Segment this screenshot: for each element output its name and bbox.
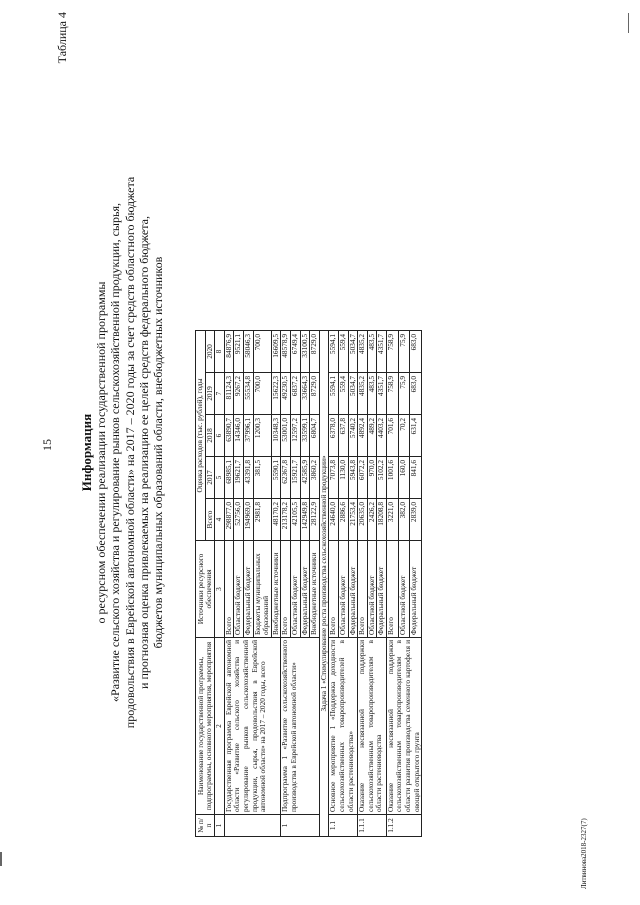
amount-cell: 42585,9 [300, 457, 310, 499]
amount-cell: 43391,8 [243, 457, 253, 499]
amount-cell: 3860,2 [310, 457, 320, 499]
row-name: Оказание несвязанной поддержки сельскохозяйственным товаропроизводителям в области растениеводства [358, 638, 387, 815]
header-year: 2020 [205, 331, 215, 373]
amount-cell: 6378,0 [329, 415, 339, 457]
amount-cell: 37996,1 [243, 415, 253, 457]
amount-cell: 52756,0 [234, 499, 244, 541]
amount-cell: 84876,9 [224, 331, 234, 373]
amount-cell: 160,0 [398, 457, 410, 499]
amount-cell: 5943,8 [348, 457, 358, 499]
amount-cell: 2886,6 [338, 499, 348, 541]
header-year: 2018 [205, 415, 215, 457]
document-code: Литвинова2018-2327(7) [580, 818, 588, 889]
column-index-row [215, 331, 225, 837]
amount-cell: 9267,2 [234, 373, 244, 415]
row-name: Оказание несвязанной поддержки сельскохозяйственным товаропроизводителям в области развития производства семенного картофеля и овощей открытого грунта [386, 638, 421, 815]
amount-cell: 33599,1 [300, 415, 310, 457]
amount-cell: 55534,8 [243, 373, 253, 415]
funding-source: Всего [329, 541, 339, 638]
amount-cell: 33100,5 [300, 331, 310, 373]
funding-source: Федеральный бюджет [348, 541, 358, 638]
amount-cell: 841,6 [410, 457, 422, 499]
amount-cell: 15921,7 [290, 457, 300, 499]
funding-source: Внебюджетные источники [310, 541, 320, 638]
header-year: 2017 [205, 457, 215, 499]
funding-source: Областной бюджет [398, 541, 410, 638]
column-index: 3 [215, 541, 225, 638]
amount-cell: 42105,5 [290, 499, 300, 541]
amount-cell: 6749,4 [290, 331, 300, 373]
amount-cell: 298877,0 [224, 499, 234, 541]
column-index: 7 [215, 373, 225, 415]
amount-cell: 28122,9 [310, 499, 320, 541]
header-year: 2019 [205, 373, 215, 415]
funding-source: Областной бюджет [234, 541, 244, 638]
row-number: 1.1.1 [358, 815, 387, 837]
amount-cell: 16609,5 [271, 331, 281, 373]
funding-source: Федеральный бюджет [300, 541, 310, 638]
amount-cell: 48170,2 [271, 499, 281, 541]
amount-cell: 4835,2 [358, 373, 368, 415]
amount-cell: 2839,0 [410, 499, 422, 541]
funding-source: Федеральный бюджет [377, 541, 387, 638]
header-total: Всего [205, 499, 215, 541]
amount-cell: 68985,1 [224, 457, 234, 499]
amount-cell: 1001,6 [386, 457, 398, 499]
amount-cell: 9521,1 [234, 331, 244, 373]
row-number: 1.1.2 [386, 815, 421, 837]
page-number: 15 [40, 439, 54, 451]
amount-cell: 62367,8 [281, 457, 291, 499]
funding-source: Внебюджетные источники [271, 541, 281, 638]
amount-cell: 637,8 [338, 415, 348, 457]
row-name: Основное мероприятие 1 «Поддержка доходности сельскохозяйственных товаропроизводителей в области растениеводства» [329, 638, 358, 815]
header-source: Источники ресурсного обеспечения [196, 541, 215, 638]
heading-line: о ресурсном обеспечении реализации государственной программы [94, 281, 109, 624]
funding-source: Областной бюджет [367, 541, 377, 638]
amount-cell: 33664,3 [300, 373, 310, 415]
amount-cell: 483,5 [367, 373, 377, 415]
amount-cell: 700,0 [253, 331, 271, 373]
heading-line: Информация [79, 413, 94, 492]
amount-cell: 142949,8 [300, 499, 310, 541]
amount-cell: 758,9 [386, 373, 398, 415]
amount-cell: 194969,0 [243, 499, 253, 541]
amount-cell: 970,0 [367, 457, 377, 499]
document-heading [80, 0, 165, 905]
amount-cell: 1130,0 [338, 457, 348, 499]
amount-cell: 4351,7 [377, 331, 387, 373]
row-number: 1.1 [329, 815, 358, 837]
amount-cell: 8729,0 [310, 373, 320, 415]
amount-cell: 5594,1 [329, 331, 339, 373]
column-index: 6 [215, 415, 225, 457]
amount-cell: 63890,7 [224, 415, 234, 457]
funding-source: Всего [386, 541, 398, 638]
column-index: 4 [215, 499, 225, 541]
column-index: 8 [215, 331, 225, 373]
amount-cell: 48578,9 [281, 331, 291, 373]
amount-cell: 758,9 [386, 331, 398, 373]
amount-cell: 3221,0 [386, 499, 398, 541]
amount-cell: 75,9 [398, 373, 410, 415]
amount-cell: 10348,3 [271, 415, 281, 457]
heading-line: бюджетов муниципальных образований области, внебюджетных источников [151, 256, 166, 649]
table-number: Таблица 4 [55, 12, 69, 64]
row-name: Подпрограмма 1 «Развитие сельскохозяйственного производства в Еврейской автономной области» [281, 638, 319, 815]
table-row [386, 331, 398, 837]
amount-cell: 19621,7 [234, 457, 244, 499]
amount-cell: 53001,0 [281, 415, 291, 457]
amount-cell: 4351,7 [377, 373, 387, 415]
amount-cell: 683,0 [410, 331, 422, 373]
table-row [281, 331, 291, 837]
amount-cell: 15622,3 [271, 373, 281, 415]
amount-cell: 213178,2 [281, 499, 291, 541]
amount-cell: 49230,5 [281, 373, 291, 415]
heading-line: и прогнозная оценка привлекаемых на реализацию ее целей средств федерального бюджета, [136, 216, 151, 689]
amount-cell: 70,2 [398, 415, 410, 457]
funding-source: Всего [224, 541, 234, 638]
amount-cell: 701,6 [386, 415, 398, 457]
amount-cell: 1200,3 [253, 415, 271, 457]
amount-cell: 81124,3 [224, 373, 234, 415]
row-number: 1 [281, 815, 319, 837]
amount-cell: 700,0 [253, 373, 271, 415]
heading-line: «Развитие сельского хозяйства и регулирование рынков сельскохозяйственной продукции, сырья, [108, 203, 123, 702]
amount-cell: 75,9 [398, 331, 410, 373]
amount-cell: 12597,2 [290, 415, 300, 457]
table-row [358, 331, 368, 837]
amount-cell: 382,0 [398, 499, 410, 541]
amount-cell: 20635,0 [358, 499, 368, 541]
amount-cell: 5034,7 [348, 373, 358, 415]
header-num: № п/п [196, 815, 215, 837]
table-header-row [196, 331, 206, 837]
heading-line: продовольствия в Еврейской автономной области» на 2017 – 2020 годы за счет средств областного бюджета [122, 176, 137, 729]
column-index: 2 [215, 638, 225, 815]
resource-table [195, 330, 422, 837]
amount-cell: 5034,7 [348, 331, 358, 373]
amount-cell: 631,4 [410, 415, 422, 457]
funding-source: Областной бюджет [338, 541, 348, 638]
column-index: 1 [215, 815, 225, 837]
amount-cell: 5740,2 [348, 415, 358, 457]
column-index: 5 [215, 457, 225, 499]
table-body [196, 331, 422, 837]
amount-cell: 58046,3 [243, 331, 253, 373]
amount-cell: 7073,8 [329, 457, 339, 499]
task-title: Задача 1 «Стимулирование роста производства сельскохозяйственной продукции» [319, 331, 329, 837]
amount-cell: 21753,4 [348, 499, 358, 541]
funding-source: Федеральный бюджет [243, 541, 253, 638]
amount-cell: 2426,2 [367, 499, 377, 541]
header-estimate: Оценка расходов (тыс. рублей), годы [196, 331, 206, 541]
amount-cell: 2981,8 [253, 499, 271, 541]
amount-cell: 6072,2 [358, 457, 368, 499]
amount-cell: 381,5 [253, 457, 271, 499]
amount-cell: 5102,2 [377, 457, 387, 499]
amount-cell: 489,2 [367, 415, 377, 457]
amount-cell: 4835,2 [358, 331, 368, 373]
amount-cell: 14346,0 [234, 415, 244, 457]
table-row [329, 331, 339, 837]
amount-cell: 559,4 [338, 331, 348, 373]
amount-cell: 683,0 [410, 373, 422, 415]
amount-cell: 8729,0 [310, 331, 320, 373]
amount-cell: 483,5 [367, 331, 377, 373]
row-name: Государственная программа Еврейской автономной области «Развитие сельского хозяйства и регулирование рынков сельскохозяйственной продукции, сырья, продовольствия в Еврейской автономной области» на 2017 – 2020 годы, всего [224, 638, 281, 815]
header-name: Наименование государственной программы, подпрограммы, основного мероприятия, мероприятия [196, 638, 215, 815]
amount-cell: 5590,1 [271, 457, 281, 499]
amount-cell: 6804,7 [310, 415, 320, 457]
amount-cell: 559,4 [338, 373, 348, 415]
amount-cell: 18208,8 [377, 499, 387, 541]
amount-cell: 4403,2 [377, 415, 387, 457]
amount-cell: 4892,4 [358, 415, 368, 457]
funding-source: Областной бюджет [290, 541, 300, 638]
amount-cell: 5594,1 [329, 373, 339, 415]
funding-source: Всего [358, 541, 368, 638]
amount-cell: 6837,2 [290, 373, 300, 415]
row-number [224, 815, 281, 837]
amount-cell: 24640,0 [329, 499, 339, 541]
funding-source: Федеральный бюджет [410, 541, 422, 638]
funding-source: Всего [281, 541, 291, 638]
funding-source: Бюджеты муниципальных образований [253, 541, 271, 638]
